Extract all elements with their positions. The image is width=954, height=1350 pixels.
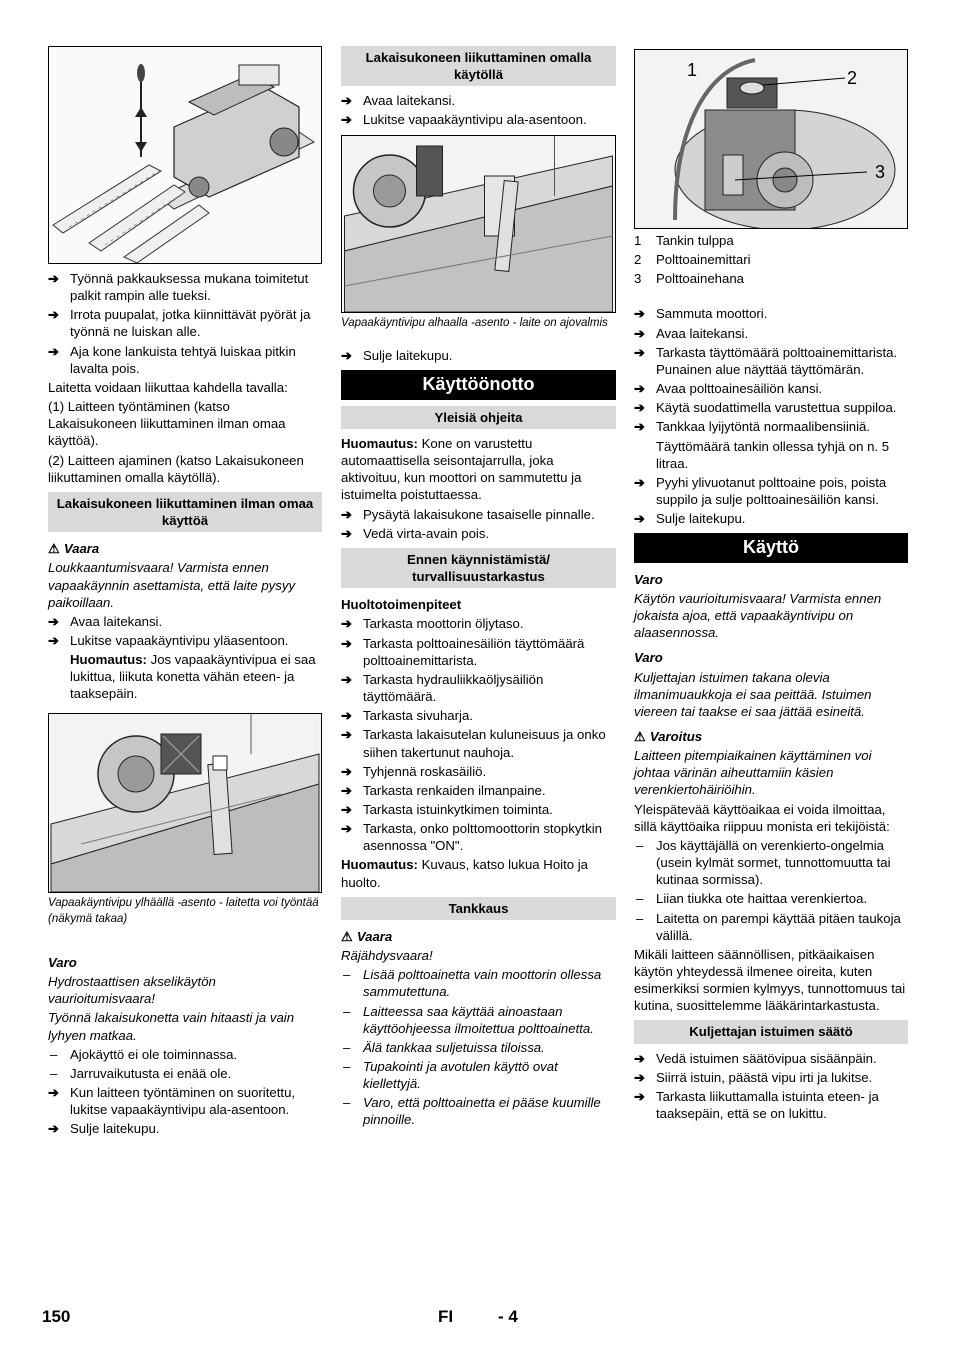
arrow-icon: ➔ <box>341 671 353 687</box>
fuel-step: ➔ Tarkasta täyttömäärä polttoainemittarista. Punainen alue näyttää täyttömärän. <box>634 344 898 377</box>
fuel-step: ➔ Sulje laitekupu. <box>634 511 746 527</box>
caution-text-1: Hydrostaattisen akselikäytön vaurioitumisvaara! <box>48 974 216 1007</box>
step-text: Työnnä pakkauksessa mukana toimitetut palkit rampin alle tueksi. <box>70 271 309 304</box>
callout-2: 2 <box>847 68 858 88</box>
step-text: Aja kone lankuista tehtyä luiskaa pitkin lavalta pois. <box>70 343 296 376</box>
arrow-icon: ➔ <box>48 307 60 323</box>
arrow-icon: ➔ <box>634 1050 646 1066</box>
dash-item: – Liian tiukka ote haittaa verenkiertoa. <box>636 891 868 907</box>
column-1 <box>48 46 322 1140</box>
arrow-icon: ➔ <box>341 112 353 128</box>
lever-down-illustration <box>342 136 615 312</box>
page-number: 150 <box>42 1307 71 1326</box>
arrow-icon: ➔ <box>341 348 353 364</box>
warning-label: ⚠ Vaara <box>48 541 100 557</box>
arrow-icon: ➔ <box>634 419 646 435</box>
dash-item: – Älä tankkaa suljetuissa tiloissa. <box>343 1039 545 1055</box>
caution-label-2: Varo <box>634 650 663 666</box>
callout-1: 1 <box>687 60 698 80</box>
step-push-beams <box>48 270 322 304</box>
caution-text-2: Kuljettajan istuimen takana olevia ilmanimuaukkoja ei saa peittää. Istuimen viereen tai taakse ei saa jättää esineitä. <box>634 669 872 719</box>
caution-label-1: Varo <box>634 571 663 587</box>
step-text: Irrota puupalat, jotka kiinnittävät pyörät ja työnnä ne luiskan alle. <box>70 307 311 340</box>
arrow-icon: ➔ <box>341 635 353 651</box>
arrow-icon: ➔ <box>48 1121 60 1137</box>
dash-icon: – <box>343 967 351 983</box>
capacity-note: Täyttömäärä tankin ollessa tyhjä on n. 5 litraa. <box>656 438 890 471</box>
warning-label: ⚠ Varoitus <box>634 728 703 744</box>
section-heading-drive: Lakaisukoneen liikuttaminen omalla käytöllä <box>341 46 616 86</box>
callout-3: 3 <box>875 162 886 182</box>
step-close-hood: ➔ Sulje laitekupu. <box>341 348 453 364</box>
dash-icon: – <box>343 1003 351 1019</box>
ramp-illustration <box>49 47 321 263</box>
arrow-icon: ➔ <box>341 616 353 632</box>
arrow-icon: ➔ <box>341 506 353 522</box>
step-lock-lever-up: ➔ Lukitse vapaakäyntivipu yläasentoon. <box>48 632 289 648</box>
arrow-icon: ➔ <box>48 1085 60 1101</box>
arrow-icon: ➔ <box>341 708 353 724</box>
caution-text-1: Käytön vaurioitumisvaara! Varmista ennen jokaista ajoa, että vapaakäyntivipu on alaasennossa. <box>634 590 882 641</box>
fuel-step: ➔ Sammuta moottori. <box>634 306 768 322</box>
dash-icon: – <box>636 837 644 853</box>
step-open-cover: ➔ Avaa laitekansi. <box>48 613 163 629</box>
fuel-step: ➔ Avaa polttoainesäiliön kansi. <box>634 381 823 397</box>
general-note: Huomautus: Kone on varustettu automaattisella seisontajarrulla, joka aktivoituu, kun moottori on sammutettu ja istuimelta poistuttaessa. <box>341 436 582 503</box>
arrow-icon: ➔ <box>634 306 646 322</box>
step-stop-level: ➔ Pysäytä lakaisukone tasaiselle pinnalle. <box>341 506 595 522</box>
arrow-icon: ➔ <box>634 325 646 341</box>
dash-item: – Jarruvaikutusta ei enää ole. <box>50 1065 232 1081</box>
dash-icon: – <box>50 1065 58 1081</box>
step-open-cover: ➔ Avaa laitekansi. <box>341 93 456 109</box>
seat-step: ➔ Siirrä istuin, päästä vipu irti ja lukitse. <box>634 1069 873 1085</box>
dash-item: – Varo, että polttoainetta ei pääse kuumille pinnoille. <box>343 1095 601 1128</box>
fuel-tank-illustration <box>635 50 907 228</box>
dash-icon: – <box>343 1039 351 1055</box>
seat-step: ➔ Vedä istuimen säätövipua sisäänpäin. <box>634 1050 877 1066</box>
warning-text: Laitteen pitempiaikainen käyttäminen voi johtaa värinän aiheuttamiin käsien verenkiertohäiriöihin. <box>634 748 872 798</box>
maint-step: ➔ Tarkasta renkaiden ilmanpaine. <box>341 782 546 798</box>
legend-item: 3 Polttoainehana <box>634 271 744 287</box>
step-lock-lever-down: ➔ Lukitse vapaakäyntivipu ala-asentoon. <box>341 112 587 128</box>
maint-step: ➔ Tarkasta lakaisutelan kuluneisuus ja onko siihen takertunut nauhoja. <box>341 727 606 760</box>
main-heading-commissioning: Käyttöönotto <box>341 370 616 399</box>
section-heading-safety: Ennen käynnistämistä/ turvallisuustarkastus <box>341 548 616 588</box>
arrow-icon: ➔ <box>634 381 646 397</box>
step-remove-key: ➔ Vedä virta-avain pois. <box>341 525 490 541</box>
maint-step: ➔ Tarkasta, onko polttomoottorin stopkytkin asennossa "ON". <box>341 821 602 854</box>
maint-step: ➔ Tyhjennä roskasäiliö. <box>341 763 487 779</box>
main-heading-operation: Käyttö <box>634 533 908 562</box>
arrow-icon: ➔ <box>48 613 60 629</box>
figure-unloading-ramp <box>48 46 322 264</box>
usage-text: Yleispätevää käyttöaikaa ei voida ilmoittaa, sillä käyttöaika riippuu monista eri tekijöistä: <box>634 801 890 834</box>
arrow-icon: ➔ <box>341 727 353 743</box>
arrow-icon: ➔ <box>48 271 60 286</box>
lever-up-illustration <box>49 714 321 892</box>
arrow-icon: ➔ <box>48 632 60 648</box>
arrow-icon: ➔ <box>634 1069 646 1085</box>
dash-icon: – <box>343 1059 351 1074</box>
dash-icon: – <box>50 1046 58 1062</box>
section-heading-refuel: Tankkaus <box>341 897 616 920</box>
arrow-icon: ➔ <box>634 474 646 490</box>
dash-icon: – <box>343 1095 351 1111</box>
section-heading-general: Yleisiä ohjeita <box>341 406 616 429</box>
figure-caption-lever-up: Vapaakäyntivipu ylhäällä -asento - laitetta voi työntää (näkymä takaa) <box>48 896 319 926</box>
fuel-step: ➔ Käytä suodattimella varustettua suppiloa. <box>634 400 897 416</box>
maintenance-note: Huomautus: Kuvaus, katso lukua Hoito ja huolto. <box>341 857 589 890</box>
figure-fuel-tank <box>634 49 908 229</box>
danger-label: ⚠ Vaara <box>341 928 393 944</box>
column-2 <box>341 46 616 1131</box>
maint-step: ➔ Tarkasta moottorin öljytaso. <box>341 616 524 632</box>
step-remove-wood <box>48 306 322 340</box>
figure-lever-up <box>48 713 322 893</box>
arrow-icon: ➔ <box>634 400 646 416</box>
arrow-icon: ➔ <box>634 344 646 360</box>
dash-item: – Tupakointi ja avotulen käyttö ovat kiellettyjä. <box>343 1059 558 1092</box>
step-close-hood: ➔ Sulje laitekupu. <box>48 1121 160 1137</box>
warning-triangle-icon: ⚠ <box>48 541 60 557</box>
seat-step: ➔ Tarkasta liikuttamalla istuinta eteen- ja taaksepäin, että se on lukittu. <box>634 1088 879 1122</box>
caution-text-2: Työnnä lakaisukonetta vain hitaasti ja vain lyhyen matkaa. <box>48 1010 295 1043</box>
fuel-step: ➔ Tankkaa lyijytöntä normaalibensiiniä. <box>634 419 871 435</box>
section-number: - 4 <box>498 1307 518 1326</box>
arrow-icon: ➔ <box>341 782 353 798</box>
legend-item: 1 Tankin tulppa <box>634 233 734 248</box>
note: Huomautus: Jos vapaakäyntivipua ei saa lukittua, liikuta konetta vähän eteen- ja taaksepäin. <box>70 652 316 702</box>
maint-step: ➔ Tarkasta hydrauliikkaöljysäiliön täyttömäärä. <box>341 671 544 705</box>
arrow-icon: ➔ <box>341 763 353 779</box>
maint-step: ➔ Tarkasta sivuharja. <box>341 708 473 724</box>
move-way-1: (1) Laitteen työntäminen (katso Lakaisukoneen liikuttaminen ilman omaa käyttöä). <box>48 399 286 449</box>
section-heading-seat: Kuljettajan istuimen säätö <box>634 1020 908 1043</box>
dash-icon: – <box>636 910 644 926</box>
warning-triangle-icon: ⚠ <box>341 928 353 944</box>
move-intro: Laitetta voidaan liikuttaa kahdella tavalla: <box>48 379 288 395</box>
warning-text: Loukkaantumisvaara! Varmista ennen vapaakäynnin asettamista, että laite pysyy paikoillaan. <box>48 560 296 610</box>
step-drive-off <box>48 343 322 377</box>
fuel-step: ➔ Avaa laitekansi. <box>634 325 749 341</box>
fuel-step: ➔ Pyyhi ylivuotanut polttoaine pois, poista suppilo ja sulje polttoainesäiliön kansi. <box>634 474 887 508</box>
maint-step: ➔ Tarkasta istuinkytkimen toiminta. <box>341 801 553 817</box>
dash-icon: – <box>636 891 644 907</box>
arrow-icon: ➔ <box>341 93 353 109</box>
warning-triangle-icon: ⚠ <box>634 728 646 744</box>
caution-label: Varo <box>48 954 77 970</box>
arrow-icon: ➔ <box>341 821 353 837</box>
arrow-icon: ➔ <box>634 511 646 527</box>
arrow-icon: ➔ <box>341 801 353 817</box>
arrow-icon: ➔ <box>48 343 60 359</box>
step-lock-lever-down: ➔ Kun laitteen työntäminen on suoritettu, lukitse vapaakäyntivipu ala-asentoon. <box>48 1085 296 1118</box>
maint-step: ➔ Tarkasta polttoainesäiliön täyttömäärä polttoainemittarista. <box>341 635 585 668</box>
dash-item: – Laitetta on parempi käyttää pitäen taukoja välillä. <box>636 910 901 943</box>
figure-caption-lever-down: Vapaakäyntivipu alhaalla -asento - laite on ajovalmis <box>341 316 608 329</box>
dash-item: – Lisää polttoainetta vain moottorin ollessa sammutettuna. <box>343 967 602 1000</box>
section-heading-push: Lakaisukoneen liikuttaminen ilman omaa käyttöä <box>48 492 322 532</box>
dash-item: – Ajokäyttö ei ole toiminnassa. <box>50 1046 238 1062</box>
arrow-icon: ➔ <box>634 1088 646 1104</box>
danger-text: Räjähdysvaara! <box>341 948 433 964</box>
usage-advice: Mikäli laitteen säännöllisen, pitkäaikaisen käytön yhteydessä ilmenee oireita, kuten esimerkiksi sormien kylmyys, tunnottomuus tai kutina, suosittelemme lääkärintarkastusta. <box>634 946 906 1014</box>
column-3 <box>634 46 908 1124</box>
figure-lever-down <box>341 135 616 313</box>
maintenance-label: Huoltotoimenpiteet <box>341 597 462 613</box>
legend-item: 2 Polttoainemittari <box>634 252 751 268</box>
dash-item: – Laitteessa saa käyttää ainoastaan käyttöohjeessa ilmoitettua polttoainetta. <box>343 1003 594 1036</box>
arrow-icon: ➔ <box>341 525 353 541</box>
move-way-2: (2) Laitteen ajaminen (katso Lakaisukoneen liikuttaminen omalla käytöllä). <box>48 452 304 485</box>
dash-item: – Jos käyttäjällä on verenkierto-ongelmia (usein kylmät sormet, tunnottomuutta tai kutinaa sormissa). <box>636 837 891 888</box>
language-code: FI <box>438 1307 454 1326</box>
